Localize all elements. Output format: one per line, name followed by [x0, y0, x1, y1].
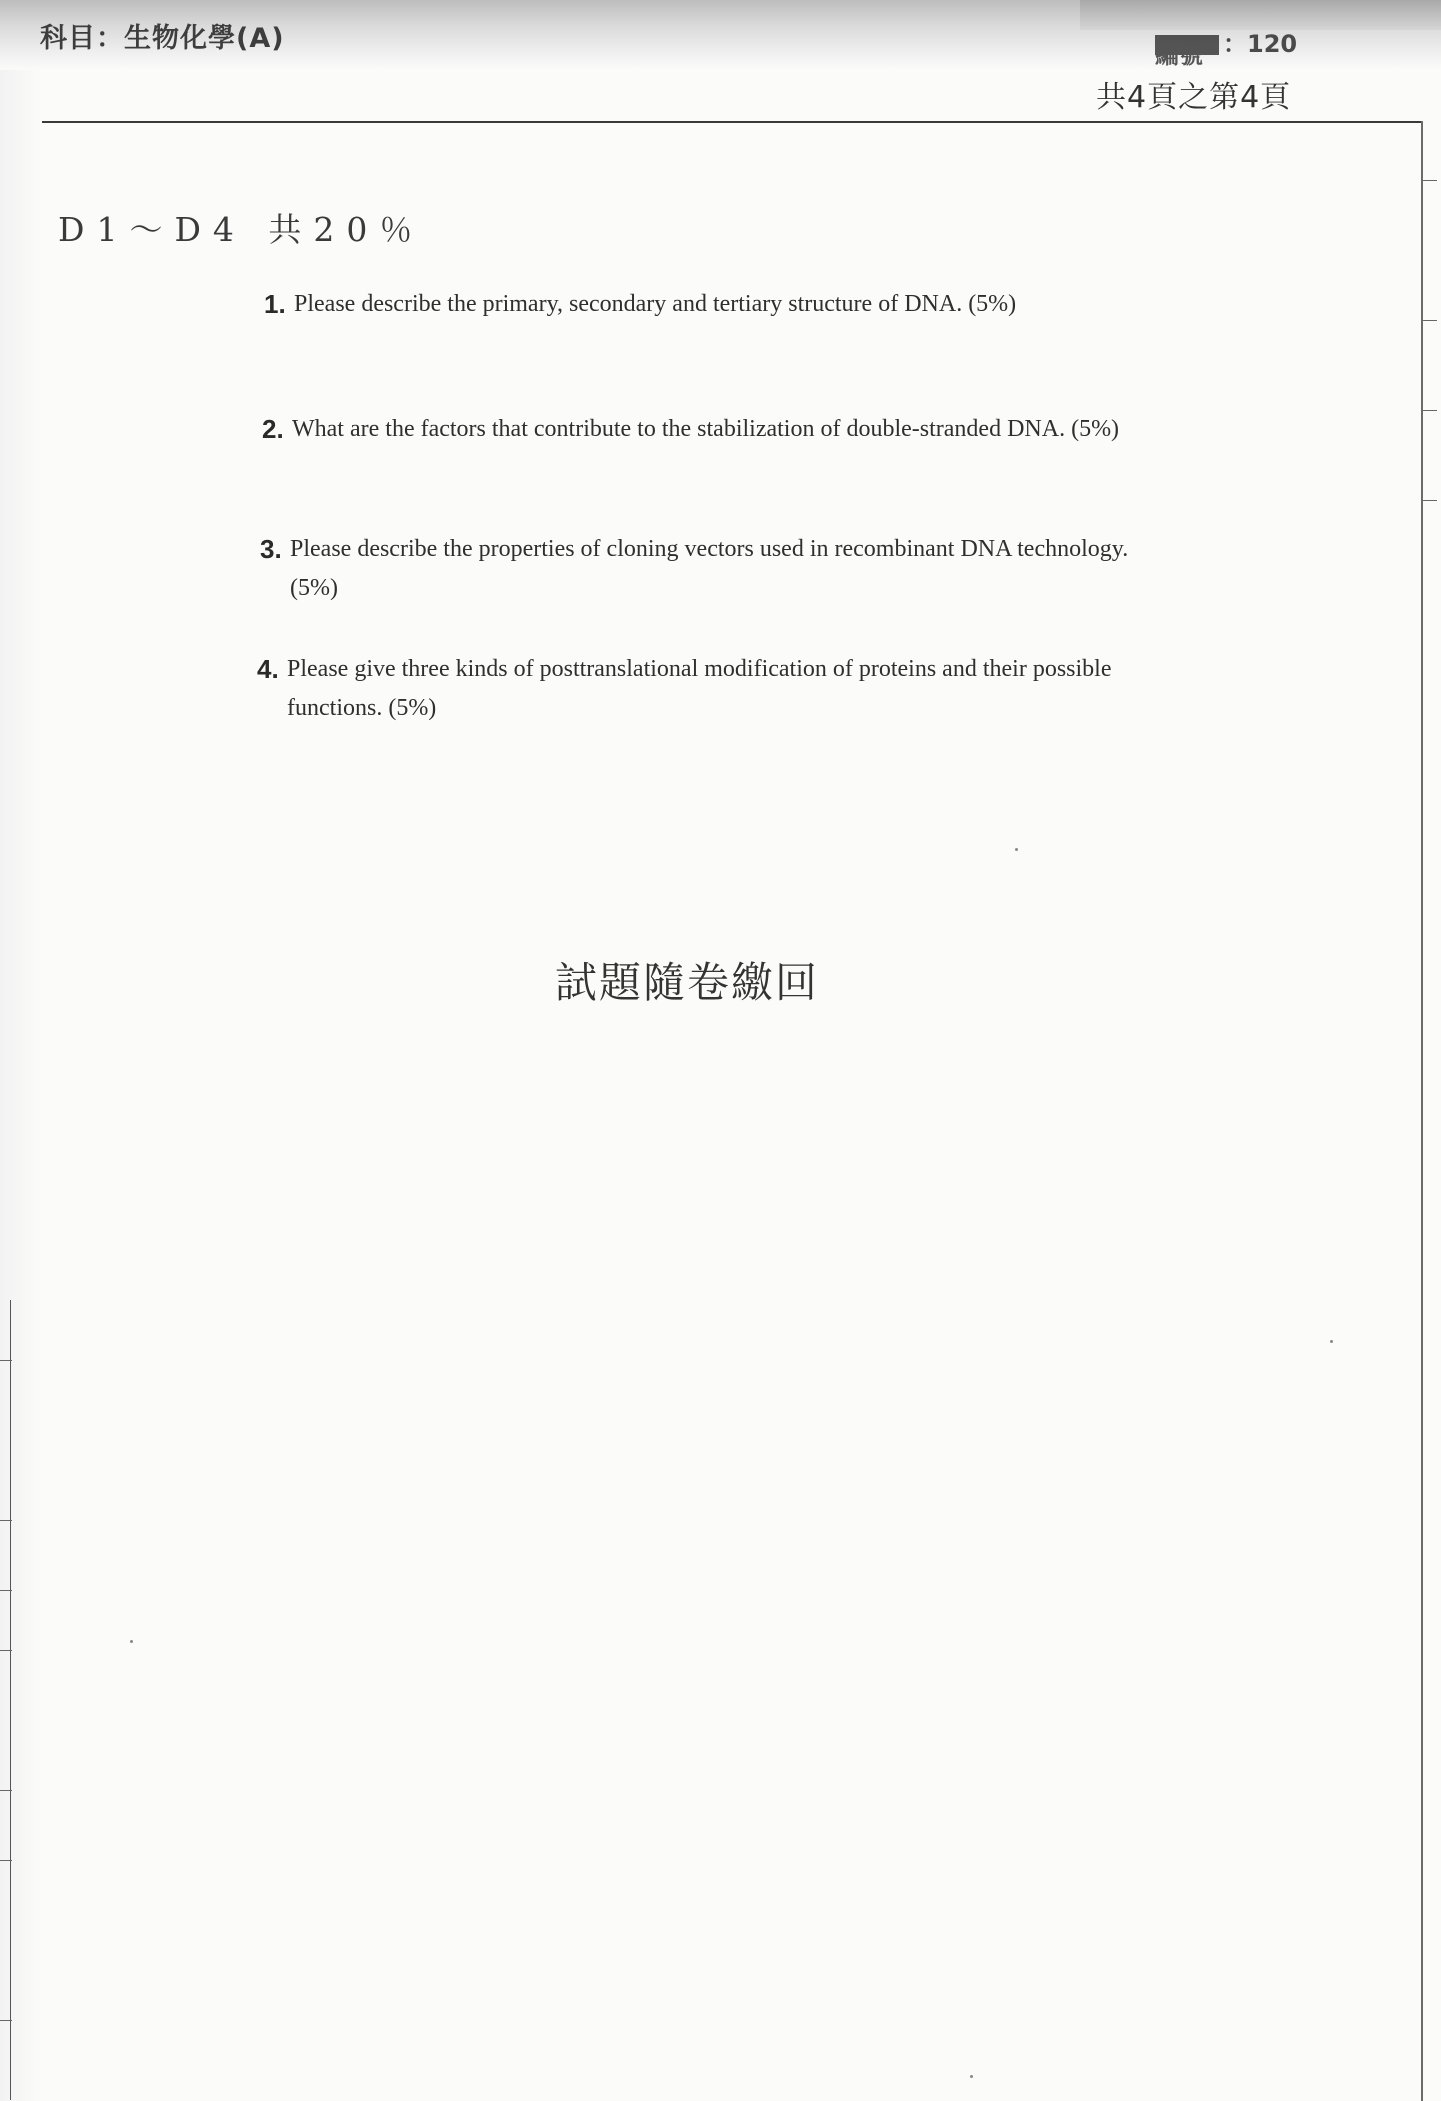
margin-tick — [1423, 500, 1437, 501]
margin-tick — [0, 2020, 12, 2021]
question-text: Please describe the primary, secondary and tertiary structure of DNA. (5%) — [294, 291, 1017, 317]
scan-shadow-left — [0, 70, 42, 2101]
margin-tick — [1423, 320, 1437, 321]
scan-speck — [130, 1640, 133, 1643]
margin-tick — [0, 1360, 12, 1361]
code-value: ：120 — [1223, 30, 1298, 58]
question-item — [257, 650, 1157, 728]
margin-tick — [1423, 410, 1437, 411]
margin-tick — [0, 1520, 12, 1521]
right-margin-rule — [1421, 121, 1423, 2101]
question-text: Please describe the properties of cloning vectors used in recombinant DNA technology. (5%) — [290, 536, 1129, 601]
question-number: 4. — [257, 654, 279, 684]
question-item — [262, 410, 1162, 449]
question-item — [264, 285, 1164, 324]
exam-code — [1155, 24, 1298, 69]
header-rule — [42, 121, 1422, 123]
return-exam-notice: 試題隨卷繳回 — [555, 958, 820, 1007]
margin-tick — [0, 1590, 12, 1591]
margin-tick — [0, 1860, 12, 1861]
question-item — [260, 530, 1160, 608]
question-number: 1. — [264, 289, 286, 319]
question-number: 3. — [260, 534, 282, 564]
margin-tick — [0, 1790, 12, 1791]
page-count: 共4頁之第4頁 — [1096, 80, 1292, 115]
left-margin-rule — [10, 1300, 11, 2100]
question-text: What are the factors that contribute to the stabilization of double-stranded DNA. (5%) — [292, 416, 1120, 442]
question-number: 2. — [262, 414, 284, 444]
margin-tick — [0, 1650, 12, 1651]
scan-speck — [970, 2075, 973, 2078]
margin-tick — [1423, 180, 1437, 181]
scan-speck — [1015, 848, 1018, 851]
question-text: Please give three kinds of posttranslational modification of proteins and their possible functions. (5%) — [287, 656, 1112, 721]
section-heading: D1～D4 共20％ — [58, 210, 425, 249]
exam-subject: 科目：生物化學(A) — [40, 23, 285, 54]
scan-speck — [1330, 1340, 1333, 1343]
code-label: 編號 — [1155, 35, 1219, 55]
